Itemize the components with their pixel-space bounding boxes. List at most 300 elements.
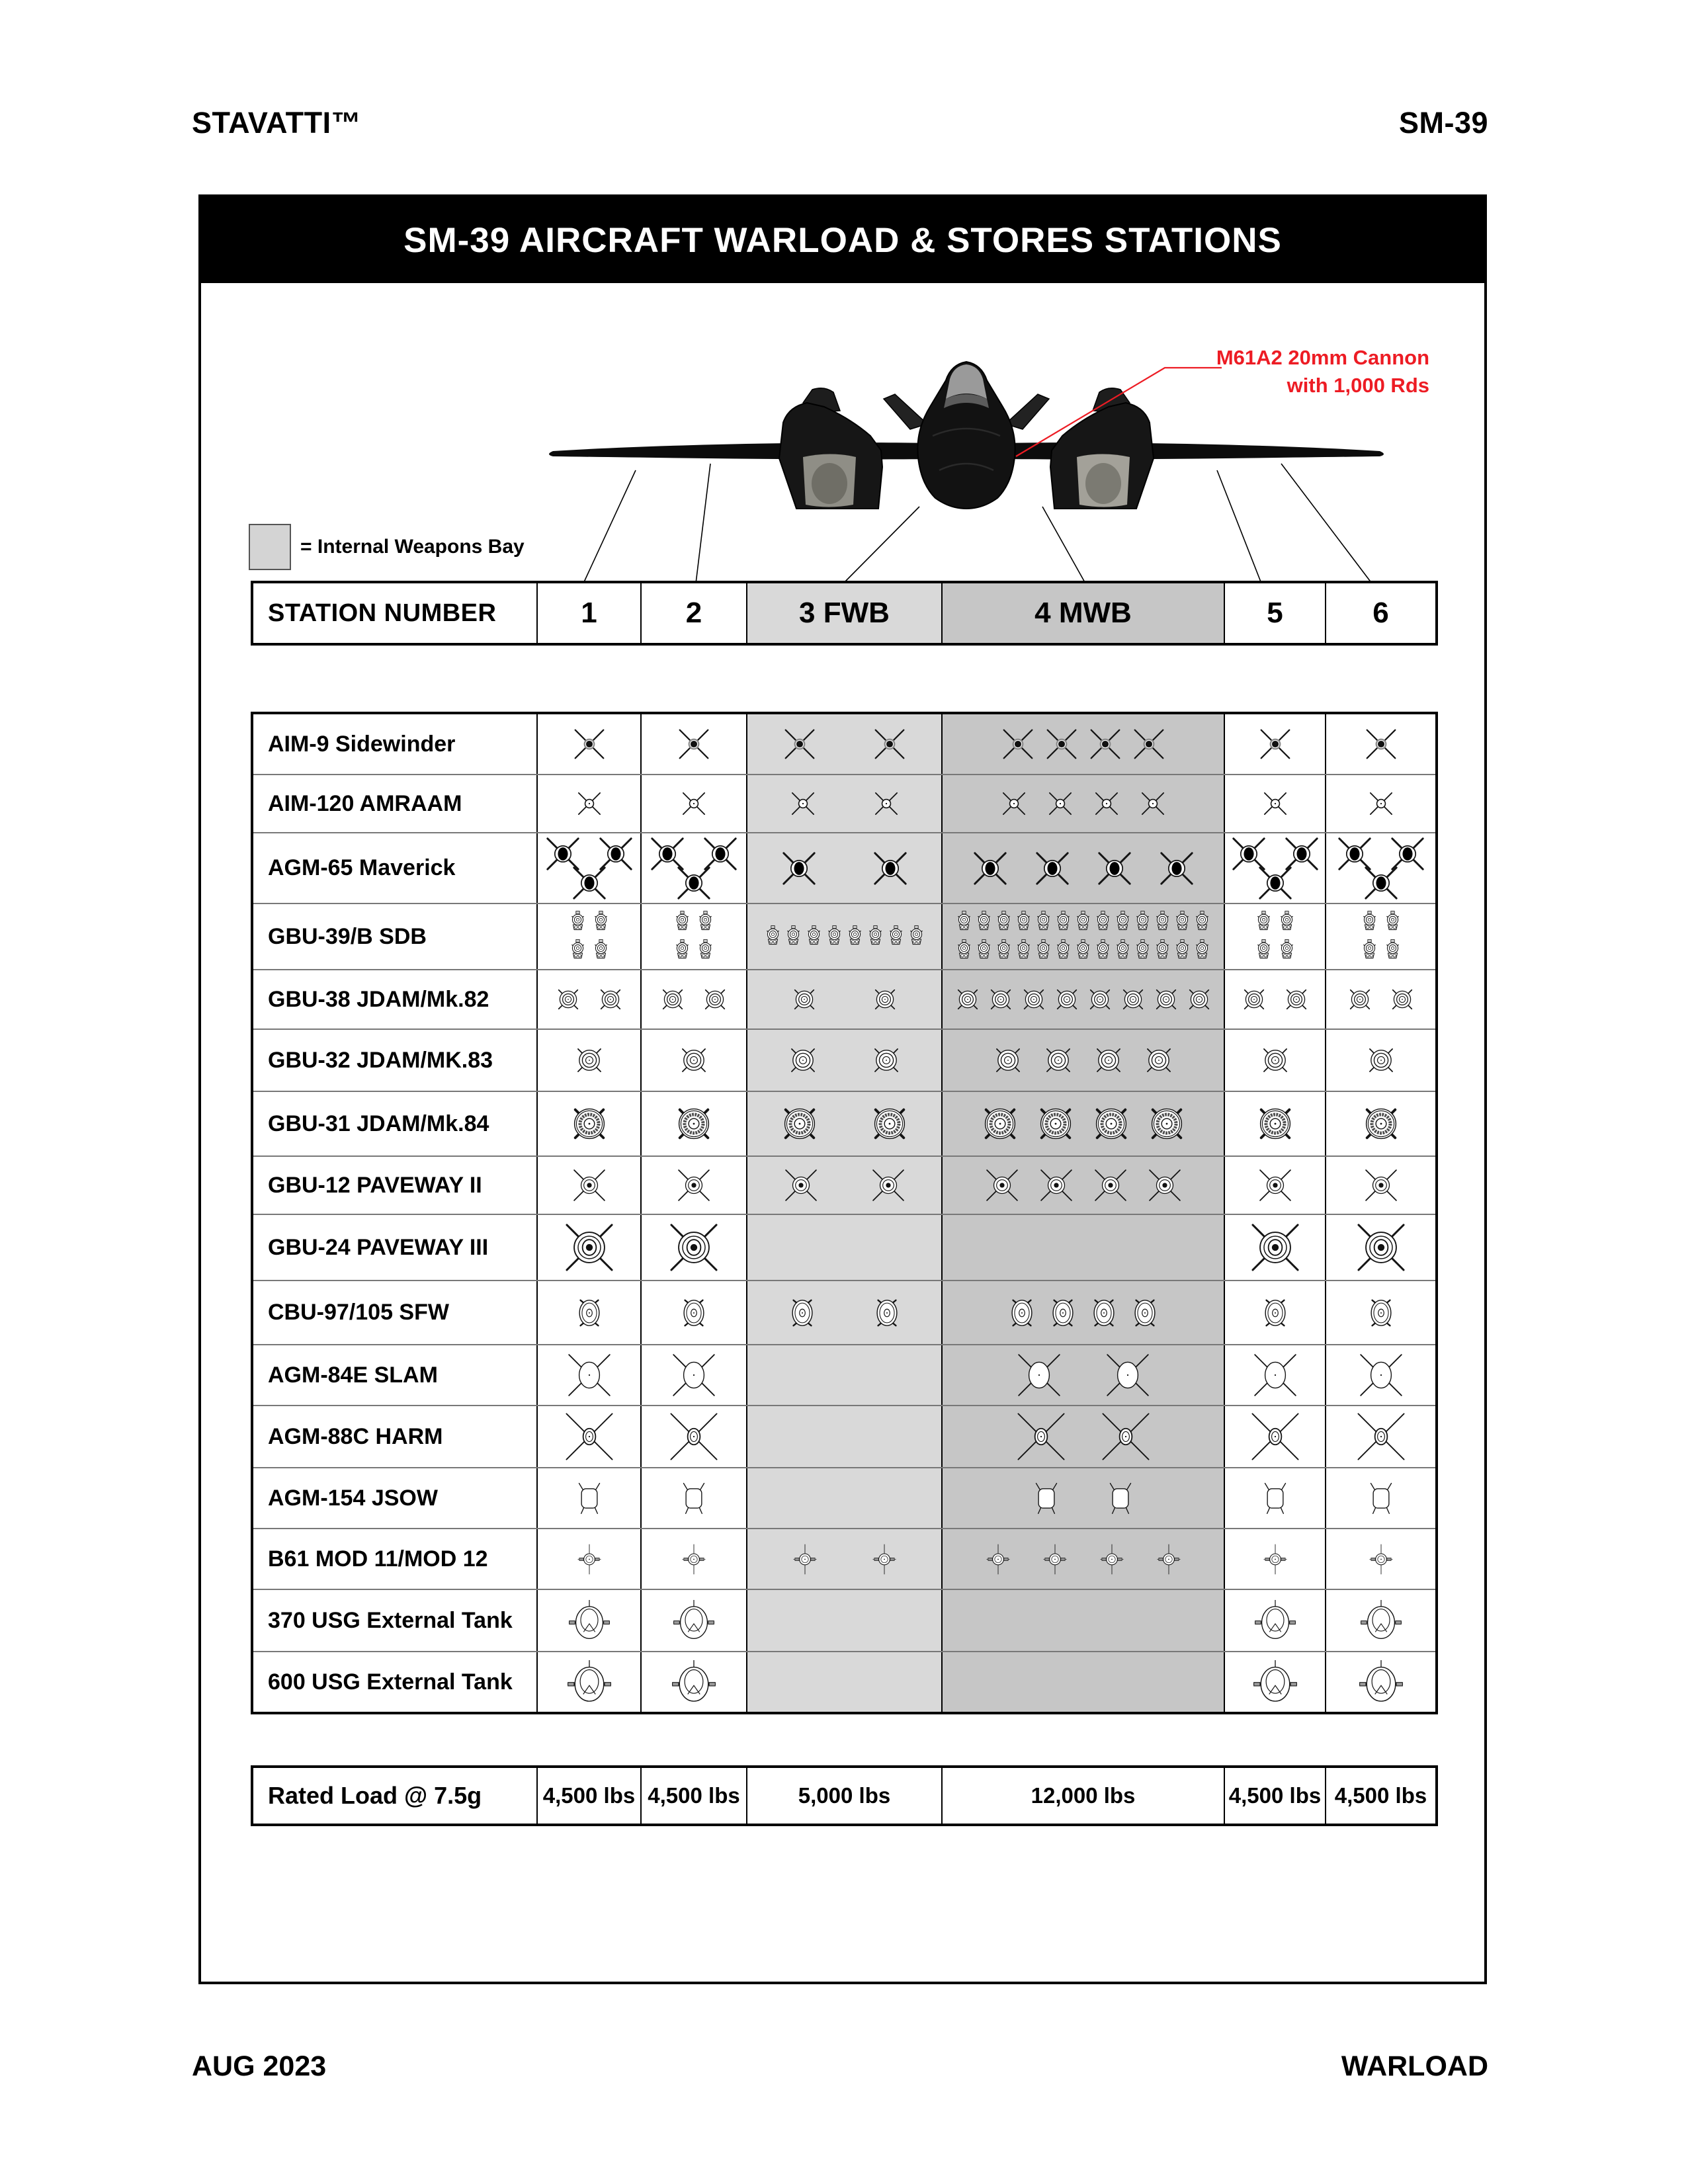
store-icon-row bbox=[1364, 1168, 1398, 1202]
b61-store-icon bbox=[1042, 1544, 1068, 1575]
agm84-store-icon bbox=[566, 1352, 612, 1398]
rated-load-value: 5,000 lbs bbox=[746, 1768, 941, 1824]
gbu39-store-icon bbox=[805, 925, 823, 948]
store-icon-row bbox=[1240, 986, 1310, 1013]
station-cell bbox=[640, 1468, 746, 1528]
store-icon-group bbox=[1260, 1481, 1290, 1515]
station-cell bbox=[1325, 1030, 1435, 1091]
cbu97-store-icon bbox=[786, 1295, 818, 1331]
weapon-row-gbu12 bbox=[253, 1155, 1435, 1214]
gbu31-store-icon bbox=[675, 1105, 712, 1142]
agm65-store-icon bbox=[871, 849, 909, 888]
agm65-store-icon bbox=[1362, 864, 1400, 902]
tank370-store-icon bbox=[569, 1600, 610, 1641]
store-icon-row bbox=[576, 1544, 603, 1575]
weapon-row-tank600 bbox=[253, 1651, 1435, 1712]
store-icon-row bbox=[788, 788, 902, 819]
store-icon-row bbox=[781, 1105, 908, 1142]
panel-title: SM-39 AIRCRAFT WARLOAD & STORES STATIONS bbox=[403, 220, 1282, 260]
store-icon-group bbox=[571, 1105, 608, 1142]
gbu32-store-icon bbox=[1260, 1045, 1290, 1075]
weapon-label: AGM-88C HARM bbox=[268, 1423, 443, 1449]
store-icon-row bbox=[1363, 1105, 1400, 1142]
station-cell bbox=[746, 1468, 941, 1528]
store-icon-group bbox=[672, 1660, 716, 1704]
store-icon-row bbox=[574, 1481, 605, 1515]
weapon-label: GBU-39/B SDB bbox=[268, 923, 427, 949]
agm84-store-icon bbox=[671, 1352, 717, 1398]
gbu38-store-icon bbox=[1053, 986, 1081, 1013]
store-icon-row bbox=[954, 986, 1213, 1013]
doc-code-header: SM-39 bbox=[1398, 106, 1488, 140]
store-icon-group bbox=[1368, 1544, 1394, 1575]
gbu39-store-icon bbox=[1154, 939, 1171, 962]
aim9-store-icon bbox=[1130, 726, 1167, 763]
agm154-store-icon bbox=[574, 1481, 605, 1515]
gbu38-store-icon bbox=[597, 986, 624, 1013]
gbu31-store-icon bbox=[571, 1105, 608, 1142]
weapon-row-gbu32 bbox=[253, 1029, 1435, 1091]
station-cell bbox=[536, 1406, 640, 1467]
gbu38-store-icon bbox=[1240, 986, 1268, 1013]
station-cell bbox=[1325, 1529, 1435, 1589]
gbu39-store-icon bbox=[846, 925, 864, 948]
station-cell bbox=[640, 1529, 746, 1589]
store-icon-group bbox=[544, 835, 635, 902]
store-icon-group bbox=[1359, 1660, 1403, 1704]
tank600-store-icon bbox=[1359, 1660, 1403, 1704]
agm65-store-icon bbox=[971, 849, 1009, 888]
station-cell bbox=[1325, 1590, 1435, 1651]
gbu39-store-icon bbox=[1255, 911, 1273, 934]
gbu39-store-icon bbox=[592, 939, 610, 962]
station-cell bbox=[536, 1215, 640, 1280]
store-icon-group bbox=[1335, 835, 1427, 902]
gbu39-store-icon bbox=[1134, 939, 1152, 962]
weapon-row-gbu31 bbox=[253, 1091, 1435, 1155]
store-icon-group bbox=[679, 788, 709, 819]
station-cell bbox=[1224, 1652, 1325, 1712]
aim9-store-icon bbox=[999, 726, 1036, 763]
store-icon-row bbox=[569, 911, 610, 934]
gbu39-store-icon bbox=[1255, 939, 1273, 962]
store-icon-group bbox=[955, 911, 1211, 962]
store-icon-group bbox=[1230, 835, 1321, 902]
store-icon-group bbox=[1358, 1352, 1404, 1398]
store-icon-group bbox=[1258, 1168, 1292, 1202]
store-icon-row bbox=[1253, 1660, 1297, 1704]
store-icon-row bbox=[573, 1295, 605, 1331]
b61-store-icon bbox=[1368, 1544, 1394, 1575]
gbu39-store-icon bbox=[995, 911, 1013, 934]
gbu31-store-icon bbox=[982, 1105, 1019, 1142]
store-icon-row bbox=[566, 1413, 613, 1460]
gbu39-store-icon bbox=[569, 939, 587, 962]
cbu97-store-icon bbox=[1259, 1295, 1291, 1331]
b61-store-icon bbox=[1156, 1544, 1182, 1575]
rated-load-value: 4,500 lbs bbox=[1224, 1768, 1325, 1824]
gbu31-store-icon bbox=[871, 1105, 908, 1142]
agm65-store-icon bbox=[675, 864, 713, 902]
weapon-row-aim120 bbox=[253, 774, 1435, 832]
gbu39-store-icon bbox=[696, 939, 714, 962]
store-icon-group bbox=[566, 1352, 612, 1398]
agm154-store-icon bbox=[679, 1481, 709, 1515]
station-cell bbox=[640, 1215, 746, 1280]
gbu32-store-icon bbox=[993, 1045, 1023, 1075]
station-cell bbox=[640, 1092, 746, 1155]
cbu97-store-icon bbox=[573, 1295, 605, 1331]
store-icon-row bbox=[780, 849, 909, 888]
store-icon-row bbox=[572, 1168, 607, 1202]
station-cell bbox=[1224, 714, 1325, 774]
weapon-label: 600 USG External Tank bbox=[268, 1669, 513, 1695]
store-icon-group bbox=[1255, 911, 1296, 962]
left-tail-fin bbox=[884, 394, 927, 429]
station-number-table bbox=[251, 581, 1438, 646]
store-icon-group bbox=[1357, 1413, 1405, 1460]
aim120-store-icon bbox=[871, 788, 902, 819]
store-icon-row bbox=[788, 1045, 902, 1075]
gbu39-store-icon bbox=[1054, 911, 1072, 934]
store-icon-group bbox=[1252, 1352, 1298, 1398]
weapon-label: GBU-12 PAVEWAY II bbox=[268, 1172, 482, 1198]
tank600-store-icon bbox=[672, 1660, 716, 1704]
store-icon-group bbox=[1255, 1600, 1296, 1641]
rated-load-value: 12,000 lbs bbox=[941, 1768, 1224, 1824]
gbu38-store-icon bbox=[954, 986, 982, 1013]
agm88-store-icon bbox=[1357, 1413, 1405, 1460]
gbu39-store-icon bbox=[1193, 911, 1211, 934]
gbu12-store-icon bbox=[1093, 1168, 1128, 1202]
station-cell bbox=[941, 904, 1224, 969]
aim9-store-icon bbox=[1363, 726, 1400, 763]
gbu32-store-icon bbox=[788, 1045, 818, 1075]
station-cell bbox=[1224, 1406, 1325, 1467]
gbu39-store-icon bbox=[955, 911, 973, 934]
store-icon-row bbox=[1262, 1544, 1288, 1575]
gbu24-store-icon bbox=[565, 1223, 614, 1272]
store-icon-group bbox=[1031, 1481, 1136, 1515]
weapons-stores-table bbox=[251, 712, 1438, 1714]
weapon-row-gbu38 bbox=[253, 969, 1435, 1029]
cbu97-store-icon bbox=[1365, 1295, 1397, 1331]
gbu39-store-icon bbox=[1361, 911, 1378, 934]
cbu97-store-icon bbox=[1006, 1295, 1038, 1331]
store-icon-group bbox=[1240, 986, 1310, 1013]
store-icon-group bbox=[679, 1045, 709, 1075]
store-icon-row bbox=[764, 925, 925, 948]
station-cell bbox=[640, 833, 746, 903]
b61-store-icon bbox=[576, 1544, 603, 1575]
store-icon-group bbox=[1366, 788, 1396, 819]
store-icon-row bbox=[570, 864, 609, 902]
gbu39-store-icon bbox=[1015, 911, 1033, 934]
aim120-store-icon bbox=[574, 788, 605, 819]
store-icon-group bbox=[1361, 1600, 1402, 1641]
gbu39-store-icon bbox=[1173, 939, 1191, 962]
aim120-store-icon bbox=[999, 788, 1029, 819]
station-cell bbox=[640, 1652, 746, 1712]
store-icon-group bbox=[1366, 1481, 1396, 1515]
store-icon-row bbox=[993, 1045, 1174, 1075]
aim120-store-icon bbox=[788, 788, 818, 819]
agm65-store-icon bbox=[1158, 849, 1196, 888]
gbu32-store-icon bbox=[1366, 1045, 1396, 1075]
store-icon-group bbox=[781, 1105, 908, 1142]
panel-title-bar bbox=[201, 197, 1484, 283]
gbu38-store-icon bbox=[790, 986, 818, 1013]
gbu39-store-icon bbox=[673, 939, 691, 962]
station-cell bbox=[941, 1281, 1224, 1344]
store-icon-row bbox=[1358, 1352, 1404, 1398]
store-icon-group bbox=[1363, 726, 1400, 763]
store-icon-group bbox=[1251, 1413, 1299, 1460]
station-cell bbox=[941, 1406, 1224, 1467]
gbu24-store-icon bbox=[1251, 1223, 1300, 1272]
weapon-row-cbu97 bbox=[253, 1280, 1435, 1344]
footer-date: AUG 2023 bbox=[192, 2050, 327, 2082]
station-cell bbox=[941, 1215, 1224, 1280]
station-col-5: 5 bbox=[1224, 583, 1325, 643]
store-icon-row bbox=[671, 1352, 717, 1398]
weapon-row-agm65 bbox=[253, 832, 1435, 903]
station-cell bbox=[941, 1652, 1224, 1712]
tank370-store-icon bbox=[1255, 1600, 1296, 1641]
gbu31-store-icon bbox=[1257, 1105, 1294, 1142]
gbu39-store-icon bbox=[1034, 939, 1052, 962]
store-icon-group bbox=[1257, 1105, 1294, 1142]
station-cell bbox=[1224, 1281, 1325, 1344]
station-cell bbox=[1325, 1157, 1435, 1214]
gbu24-store-icon bbox=[669, 1223, 718, 1272]
store-icon-row bbox=[1363, 726, 1400, 763]
store-icon-row bbox=[1255, 1600, 1296, 1641]
store-icon-row bbox=[1260, 1481, 1290, 1515]
store-icon-row bbox=[1256, 864, 1294, 902]
store-icon-row bbox=[1361, 939, 1402, 962]
store-icon-row bbox=[1255, 939, 1296, 962]
station-cell bbox=[536, 1468, 640, 1528]
station-cell bbox=[640, 1157, 746, 1214]
gbu39-store-icon bbox=[866, 925, 884, 948]
store-icon-group bbox=[982, 1105, 1185, 1142]
aim9-store-icon bbox=[675, 726, 712, 763]
weapon-label: GBU-32 JDAM/MK.83 bbox=[268, 1047, 493, 1073]
station-cell bbox=[640, 904, 746, 969]
store-icon-group bbox=[675, 1105, 712, 1142]
gbu39-store-icon bbox=[975, 939, 993, 962]
store-icon-row bbox=[1017, 1413, 1150, 1460]
iwb-swatch bbox=[249, 524, 291, 570]
station-cell bbox=[536, 1157, 640, 1214]
station-cell bbox=[941, 1468, 1224, 1528]
store-icon-row bbox=[679, 1045, 709, 1075]
weapon-row-b61 bbox=[253, 1528, 1435, 1589]
store-icon-row bbox=[792, 1544, 898, 1575]
station-cell bbox=[746, 1590, 941, 1651]
aim9-store-icon bbox=[1087, 726, 1124, 763]
store-icon-group bbox=[673, 911, 714, 962]
store-icon-row bbox=[1366, 1481, 1396, 1515]
store-icon-group bbox=[1017, 1413, 1150, 1460]
gbu39-store-icon bbox=[1384, 911, 1402, 934]
gbu12-store-icon bbox=[1258, 1168, 1292, 1202]
store-icon-group bbox=[671, 1352, 717, 1398]
cbu97-store-icon bbox=[871, 1295, 903, 1331]
b61-store-icon bbox=[1262, 1544, 1288, 1575]
gbu39-store-icon bbox=[955, 939, 973, 962]
gbu39-store-icon bbox=[1114, 911, 1132, 934]
tank600-store-icon bbox=[1253, 1660, 1297, 1704]
store-icon-group bbox=[569, 911, 610, 962]
store-icon-group bbox=[670, 1413, 718, 1460]
station-cell bbox=[536, 1529, 640, 1589]
store-icon-group bbox=[574, 1045, 605, 1075]
gbu38-store-icon bbox=[1020, 986, 1048, 1013]
station-cell bbox=[1325, 1092, 1435, 1155]
gbu39-store-icon bbox=[1278, 939, 1296, 962]
agm65-store-icon bbox=[1033, 849, 1072, 888]
store-icon-group bbox=[985, 1168, 1182, 1202]
station-col-1: 1 bbox=[536, 583, 640, 643]
station-cell bbox=[941, 1092, 1224, 1155]
cannon-annotation-line2: with 1,000 Rds bbox=[1287, 374, 1429, 397]
aim9-store-icon bbox=[1043, 726, 1080, 763]
gbu38-store-icon bbox=[1086, 986, 1114, 1013]
store-icon-row bbox=[985, 1544, 1182, 1575]
store-icon-row bbox=[569, 939, 610, 962]
station-col-3-fwb: 3 FWB bbox=[746, 583, 941, 643]
store-icon-row bbox=[1257, 1105, 1294, 1142]
station-cell bbox=[746, 1030, 941, 1091]
station-cell bbox=[640, 1281, 746, 1344]
agm65-store-icon bbox=[1095, 849, 1134, 888]
weapon-label: 370 USG External Tank bbox=[268, 1607, 513, 1633]
agm84-store-icon bbox=[1252, 1352, 1298, 1398]
rated-load-table bbox=[251, 1765, 1438, 1826]
store-icon-row bbox=[565, 1223, 614, 1272]
gbu38-store-icon bbox=[554, 986, 582, 1013]
warload-panel bbox=[198, 194, 1487, 1984]
station-cell bbox=[1224, 1030, 1325, 1091]
weapon-row-aim9 bbox=[253, 714, 1435, 774]
station-cell bbox=[1224, 833, 1325, 903]
store-icon-row bbox=[999, 726, 1167, 763]
store-icon-group bbox=[648, 835, 739, 902]
gbu32-store-icon bbox=[1043, 1045, 1074, 1075]
store-icon-group bbox=[679, 1481, 709, 1515]
gbu31-store-icon bbox=[1363, 1105, 1400, 1142]
cannon-annotation bbox=[1216, 344, 1429, 399]
gbu39-store-icon bbox=[592, 911, 610, 934]
b61-store-icon bbox=[871, 1544, 898, 1575]
station-col-4-mwb: 4 MWB bbox=[941, 583, 1224, 643]
store-icon-row bbox=[781, 726, 908, 763]
gbu39-store-icon bbox=[887, 925, 905, 948]
station-cell bbox=[746, 1345, 941, 1405]
station-cell bbox=[941, 1345, 1224, 1405]
agm65-store-icon bbox=[570, 864, 609, 902]
agm88-store-icon bbox=[1102, 1413, 1150, 1460]
b61-store-icon bbox=[681, 1544, 707, 1575]
store-icon-group bbox=[780, 849, 909, 888]
gbu38-store-icon bbox=[1185, 986, 1213, 1013]
aim120-store-icon bbox=[1366, 788, 1396, 819]
station-cell bbox=[536, 1652, 640, 1712]
store-icon-row bbox=[1031, 1481, 1136, 1515]
tank370-store-icon bbox=[1361, 1600, 1402, 1641]
agm154-store-icon bbox=[1366, 1481, 1396, 1515]
store-icon-group bbox=[568, 1660, 611, 1704]
station-cell bbox=[1224, 904, 1325, 969]
store-icon-row bbox=[1366, 788, 1396, 819]
weapon-label: AGM-65 Maverick bbox=[268, 855, 456, 880]
gbu39-store-icon bbox=[1193, 939, 1211, 962]
station-cell bbox=[1224, 1345, 1325, 1405]
gbu38-store-icon bbox=[871, 986, 899, 1013]
store-icon-group bbox=[1260, 1045, 1290, 1075]
store-icon-row bbox=[566, 1352, 612, 1398]
gbu12-store-icon bbox=[871, 1168, 906, 1202]
store-icon-row bbox=[790, 986, 899, 1013]
gbu32-store-icon bbox=[679, 1045, 709, 1075]
store-icon-row bbox=[784, 1168, 906, 1202]
store-icon-row bbox=[786, 1295, 903, 1331]
store-icon-row bbox=[1366, 1045, 1396, 1075]
station-cell bbox=[746, 775, 941, 832]
station-cell bbox=[941, 1590, 1224, 1651]
aim9-store-icon bbox=[781, 726, 818, 763]
store-icon-group bbox=[554, 986, 624, 1013]
station-cell bbox=[536, 1590, 640, 1651]
store-icon-row bbox=[955, 939, 1211, 962]
store-icon-row bbox=[1365, 1295, 1397, 1331]
store-icon-row bbox=[1357, 1223, 1406, 1272]
station-cell bbox=[941, 970, 1224, 1029]
store-icon-group bbox=[788, 1045, 902, 1075]
station-cell bbox=[941, 1157, 1224, 1214]
station-cell bbox=[640, 1590, 746, 1651]
gbu12-store-icon bbox=[784, 1168, 818, 1202]
store-icon-group bbox=[1357, 1223, 1406, 1272]
store-icon-group bbox=[1346, 986, 1416, 1013]
store-icon-group bbox=[985, 1544, 1182, 1575]
station-cell bbox=[640, 1030, 746, 1091]
weapon-row-agm84 bbox=[253, 1344, 1435, 1405]
cbu97-store-icon bbox=[1088, 1295, 1120, 1331]
station-cell bbox=[640, 970, 746, 1029]
store-icon-row bbox=[1016, 1352, 1151, 1398]
station-cell bbox=[536, 1092, 640, 1155]
store-icon-row bbox=[679, 1481, 709, 1515]
store-icon-group bbox=[678, 1295, 710, 1331]
store-icon-row bbox=[1260, 788, 1290, 819]
station-cell bbox=[746, 1406, 941, 1467]
store-icon-group bbox=[566, 1413, 613, 1460]
store-icon-row bbox=[1252, 1352, 1298, 1398]
store-icon-group bbox=[573, 1295, 605, 1331]
station-cell bbox=[536, 775, 640, 832]
gbu38-store-icon bbox=[1346, 986, 1374, 1013]
gbu32-store-icon bbox=[574, 1045, 605, 1075]
b61-store-icon bbox=[1099, 1544, 1125, 1575]
gbu31-store-icon bbox=[1093, 1105, 1130, 1142]
gbu38-store-icon bbox=[701, 986, 729, 1013]
weapon-label: B61 MOD 11/MOD 12 bbox=[268, 1546, 488, 1572]
store-icon-group bbox=[788, 788, 902, 819]
station-cell bbox=[1325, 970, 1435, 1029]
